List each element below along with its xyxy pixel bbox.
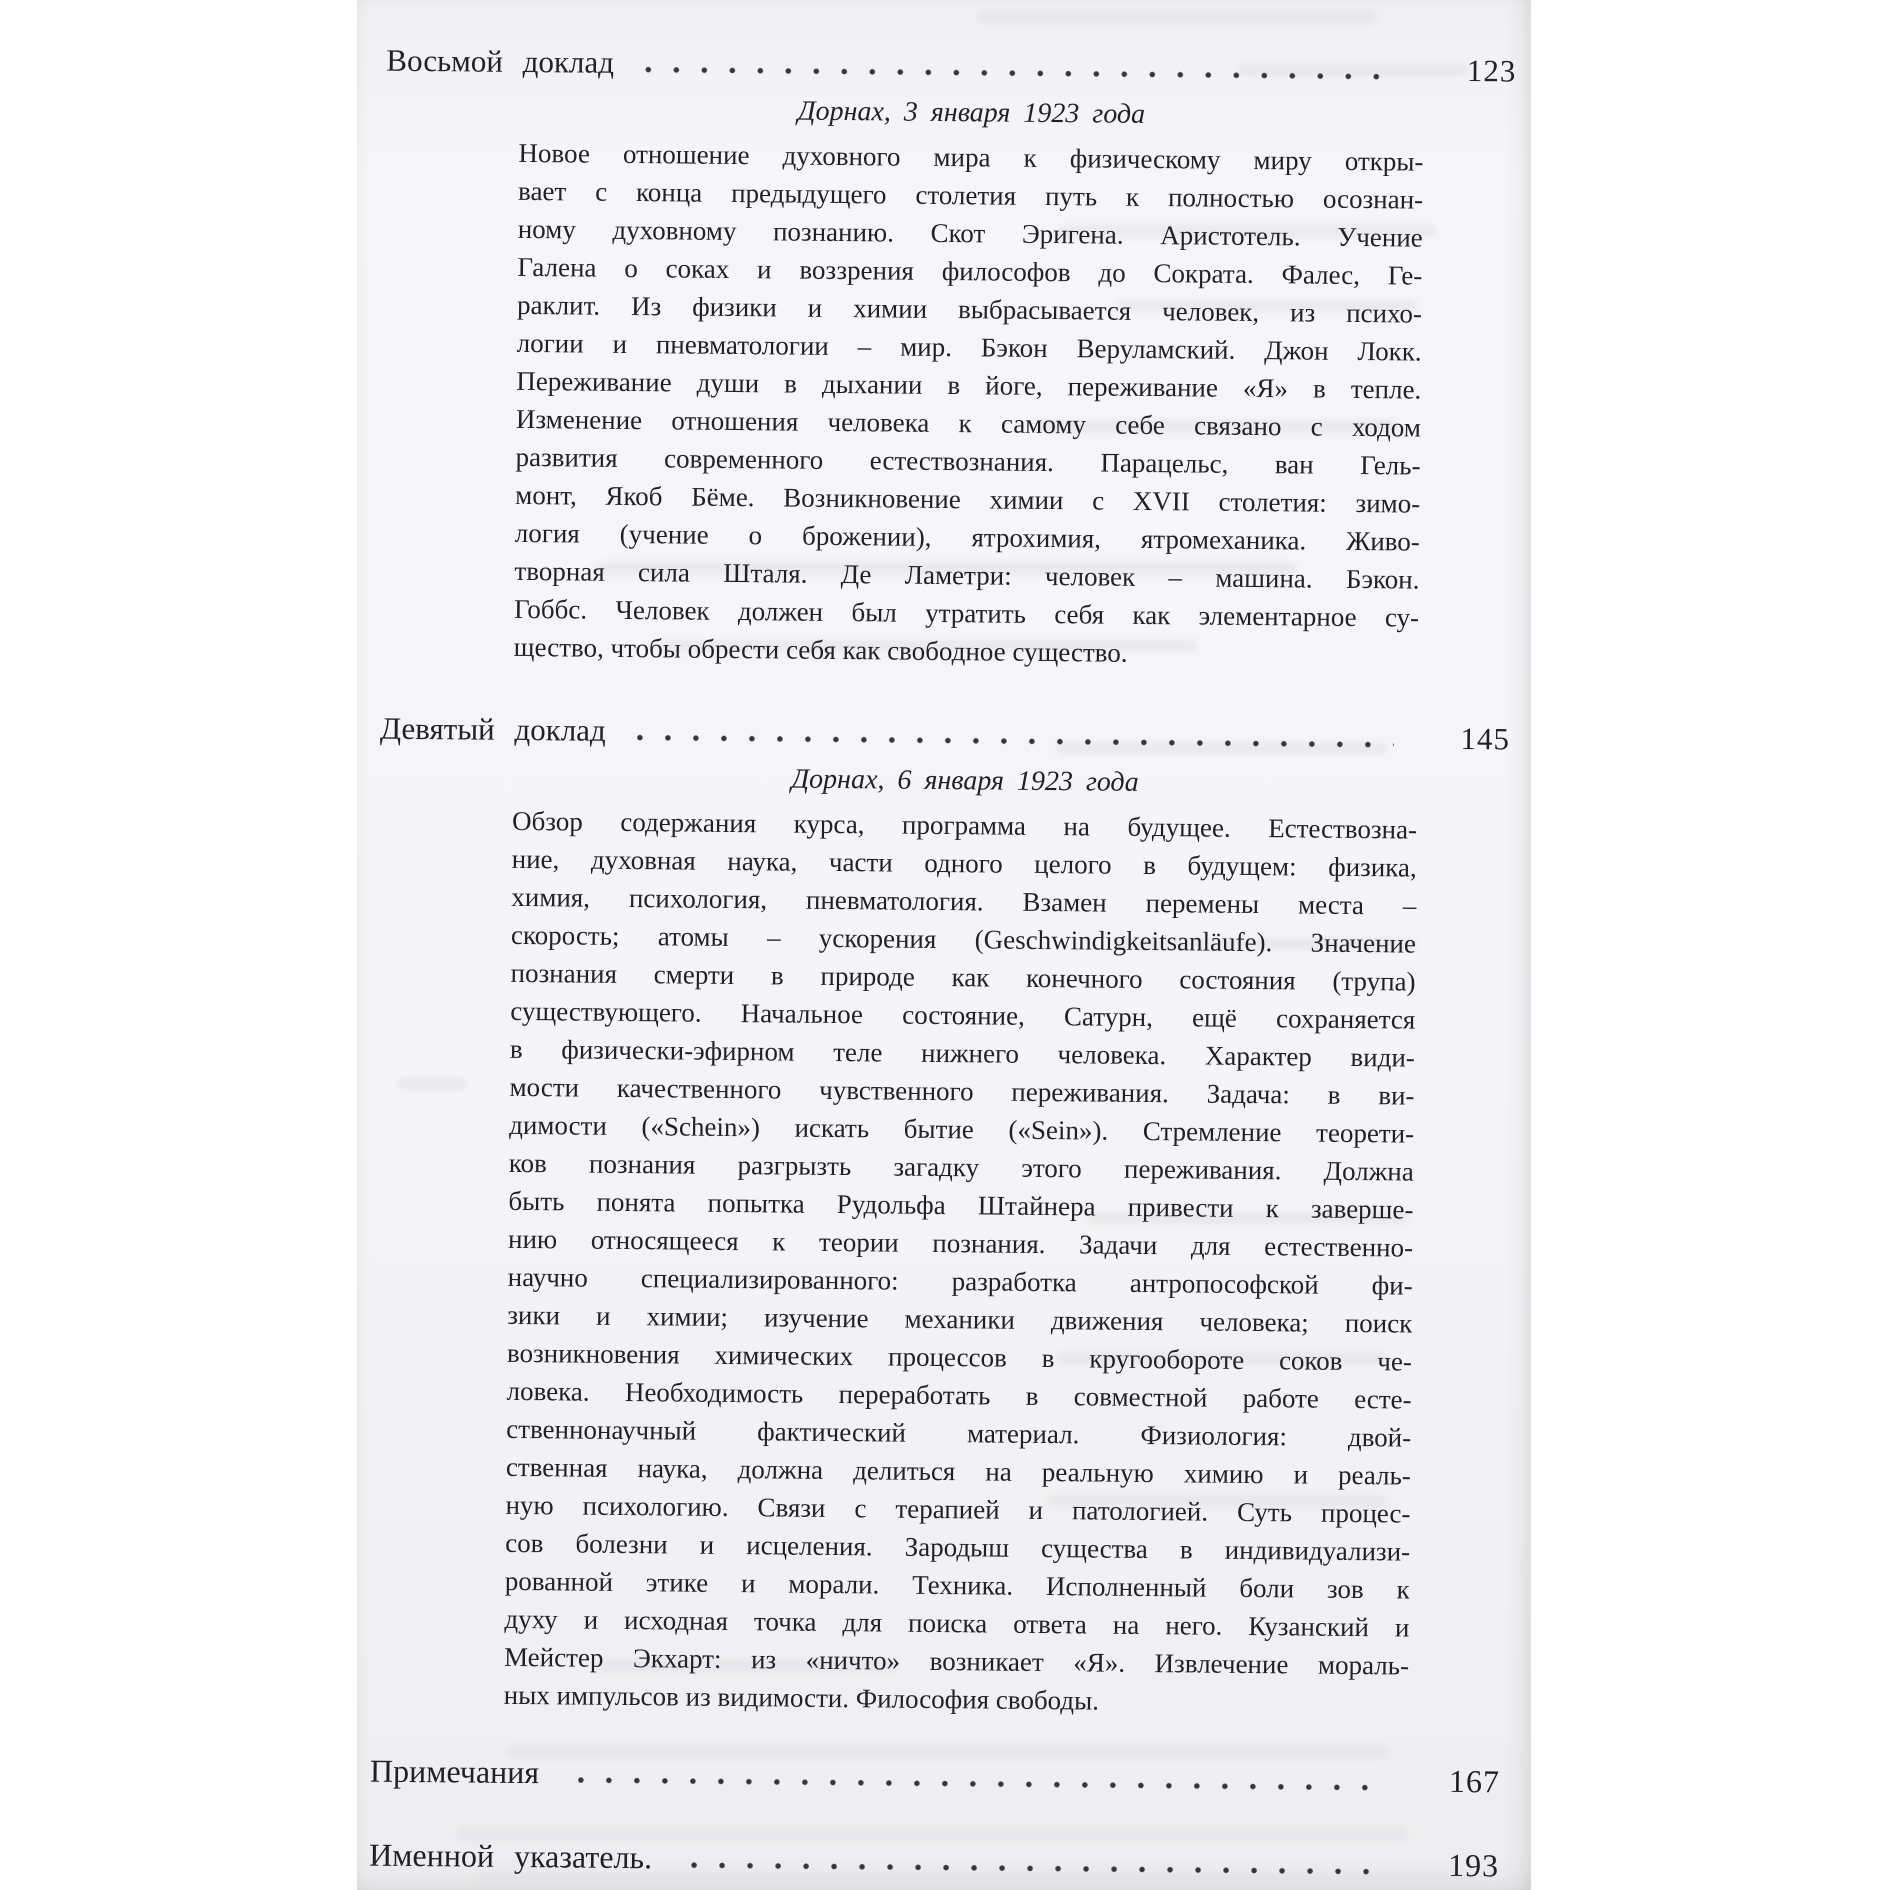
summary-line: мости качественного чувственного переживания. Задача: в ви- bbox=[509, 1071, 1415, 1111]
summary-line: Изменение отношения человека к самому себе связано с ходом bbox=[515, 403, 1422, 443]
summary-line: раклит. Из физики и химии выбрасывается человек, из психо- bbox=[516, 289, 1423, 329]
toc-entry-title: Именной указатель. bbox=[368, 1836, 653, 1876]
summary-line: творная сила Шталя. Де Ламетри: человек – машина. Бэкон. bbox=[514, 555, 1420, 595]
summary-line: существующего. Начальное состояние, Сатурн, ещё сохраняется bbox=[510, 995, 1416, 1035]
summary-line: ние, духовная наука, части одного целого в будущем: физика, bbox=[511, 843, 1417, 883]
summary-line: Переживание души в дыхании в йоге, переживание «Я» в тепле. bbox=[516, 365, 1422, 405]
summary-line: быть понята попытка Рудольфа Штайнера привести к заверше- bbox=[508, 1185, 1414, 1225]
toc-page-number: 193 bbox=[1447, 1846, 1500, 1884]
summary-line: Гоббс. Человек должен был утратить себя как элементарное су- bbox=[513, 593, 1420, 633]
lecture-summary bbox=[514, 134, 1424, 675]
summary-line: Новое отношение духовного мира к физическому миру откры- bbox=[518, 137, 1424, 177]
book-page bbox=[357, 0, 1531, 1890]
summary-line: вает с конца предыдущего столетия путь к полностью осознан- bbox=[518, 175, 1424, 215]
toc-entry-notes bbox=[370, 1751, 1500, 1802]
toc-page-number: 123 bbox=[1466, 53, 1517, 89]
lecture-summary bbox=[504, 802, 1418, 1723]
summary-line: рованной этике и морали. Техника. Исполненный боли зов к bbox=[504, 1565, 1410, 1605]
summary-line: ному духовному познанию. Скот Эригена. Аристотель. Учение bbox=[517, 213, 1423, 253]
summary-line: монт, Якоб Бёме. Возникновение химии с XVII столетия: зимо- bbox=[515, 479, 1421, 519]
dot-leader bbox=[690, 1862, 1381, 1876]
toc-page-number: 145 bbox=[1460, 720, 1511, 757]
toc-page-number: 167 bbox=[1448, 1762, 1501, 1800]
toc-entry-title: Девятый доклад bbox=[379, 710, 606, 748]
lecture-date: Дорнах, 6 января 1923 года bbox=[791, 763, 1139, 798]
summary-line: научно специализированного: разработка антропософской фи- bbox=[507, 1261, 1413, 1301]
summary-line: Мейстер Экхарт: из «ничто» возникает «Я». Извлечение мораль- bbox=[503, 1641, 1410, 1681]
summary-line: зики и химии; изучение механики движения человека; поиск bbox=[507, 1299, 1413, 1339]
summary-line: скорость; атомы – ускорения (Geschwindigkeitsanläufe). Значение bbox=[510, 919, 1417, 959]
summary-line: логии и пневматологии – мир. Бэкон Веруламский. Джон Локк. bbox=[516, 327, 1422, 367]
dot-leader bbox=[636, 734, 1394, 748]
summary-line: Галена о соках и воззрения философов до Сократа. Фалес, Ге- bbox=[517, 251, 1423, 291]
summary-line: в физически-эфирном теле нижнего человека. Характер види- bbox=[509, 1033, 1416, 1073]
summary-line: димости («Schein») искать бытие («Sein»). Стремление теорети- bbox=[509, 1109, 1415, 1149]
summary-line: ловека. Необходимость переработать в совместной работе есте- bbox=[506, 1375, 1412, 1415]
summary-line: возникновения химических процессов в кругообороте соков че- bbox=[506, 1337, 1413, 1377]
summary-line: ственная наука, должна делиться на реальную химию и реаль- bbox=[505, 1451, 1412, 1491]
toc-entry-ninth-lecture bbox=[380, 709, 1510, 760]
toc-entry-title: Восьмой доклад bbox=[386, 42, 615, 80]
summary-line: щество, чтобы обрести себя как свободное существо. bbox=[513, 631, 1128, 668]
summary-line: сов болезни и исцеления. Зародыш существа в индивидуализи- bbox=[505, 1527, 1411, 1567]
summary-line: развития современного естествознания. Парацельс, ван Гель- bbox=[515, 441, 1421, 481]
summary-line: ную психологию. Связи с терапией и патологией. Суть процес- bbox=[505, 1489, 1411, 1529]
toc-entry-eighth-lecture bbox=[386, 41, 1516, 92]
summary-line: духу и исходная точка для поиска ответа на него. Кузанский и bbox=[504, 1603, 1410, 1643]
summary-line: ков познания разгрызть загадку этого переживания. Должна bbox=[508, 1147, 1414, 1187]
summary-line: ственнонаучный фактический материал. Физиология: двой- bbox=[506, 1413, 1412, 1453]
dot-leader bbox=[644, 66, 1400, 80]
summary-line: логия (учение о брожении), ятрохимия, ятромеханика. Живо- bbox=[514, 517, 1420, 557]
summary-line: Обзор содержания курса, программа на будущее. Естествозна- bbox=[511, 805, 1418, 845]
dot-leader bbox=[577, 1777, 1382, 1792]
summary-line: познания смерти в природе как конечного состояния (трупа) bbox=[510, 957, 1416, 997]
summary-line: ных импульсов из видимости. Философия свободы. bbox=[503, 1679, 1100, 1716]
toc-entry-title: Примечания bbox=[369, 1752, 540, 1791]
summary-line: нию относящееся к теории познания. Задачи для естественно- bbox=[507, 1223, 1414, 1263]
toc-content bbox=[339, 0, 1531, 1886]
summary-line: химия, психология, пневматология. Взамен перемены места – bbox=[511, 881, 1417, 921]
lecture-date: Дорнах, 3 января 1923 года bbox=[797, 95, 1146, 130]
